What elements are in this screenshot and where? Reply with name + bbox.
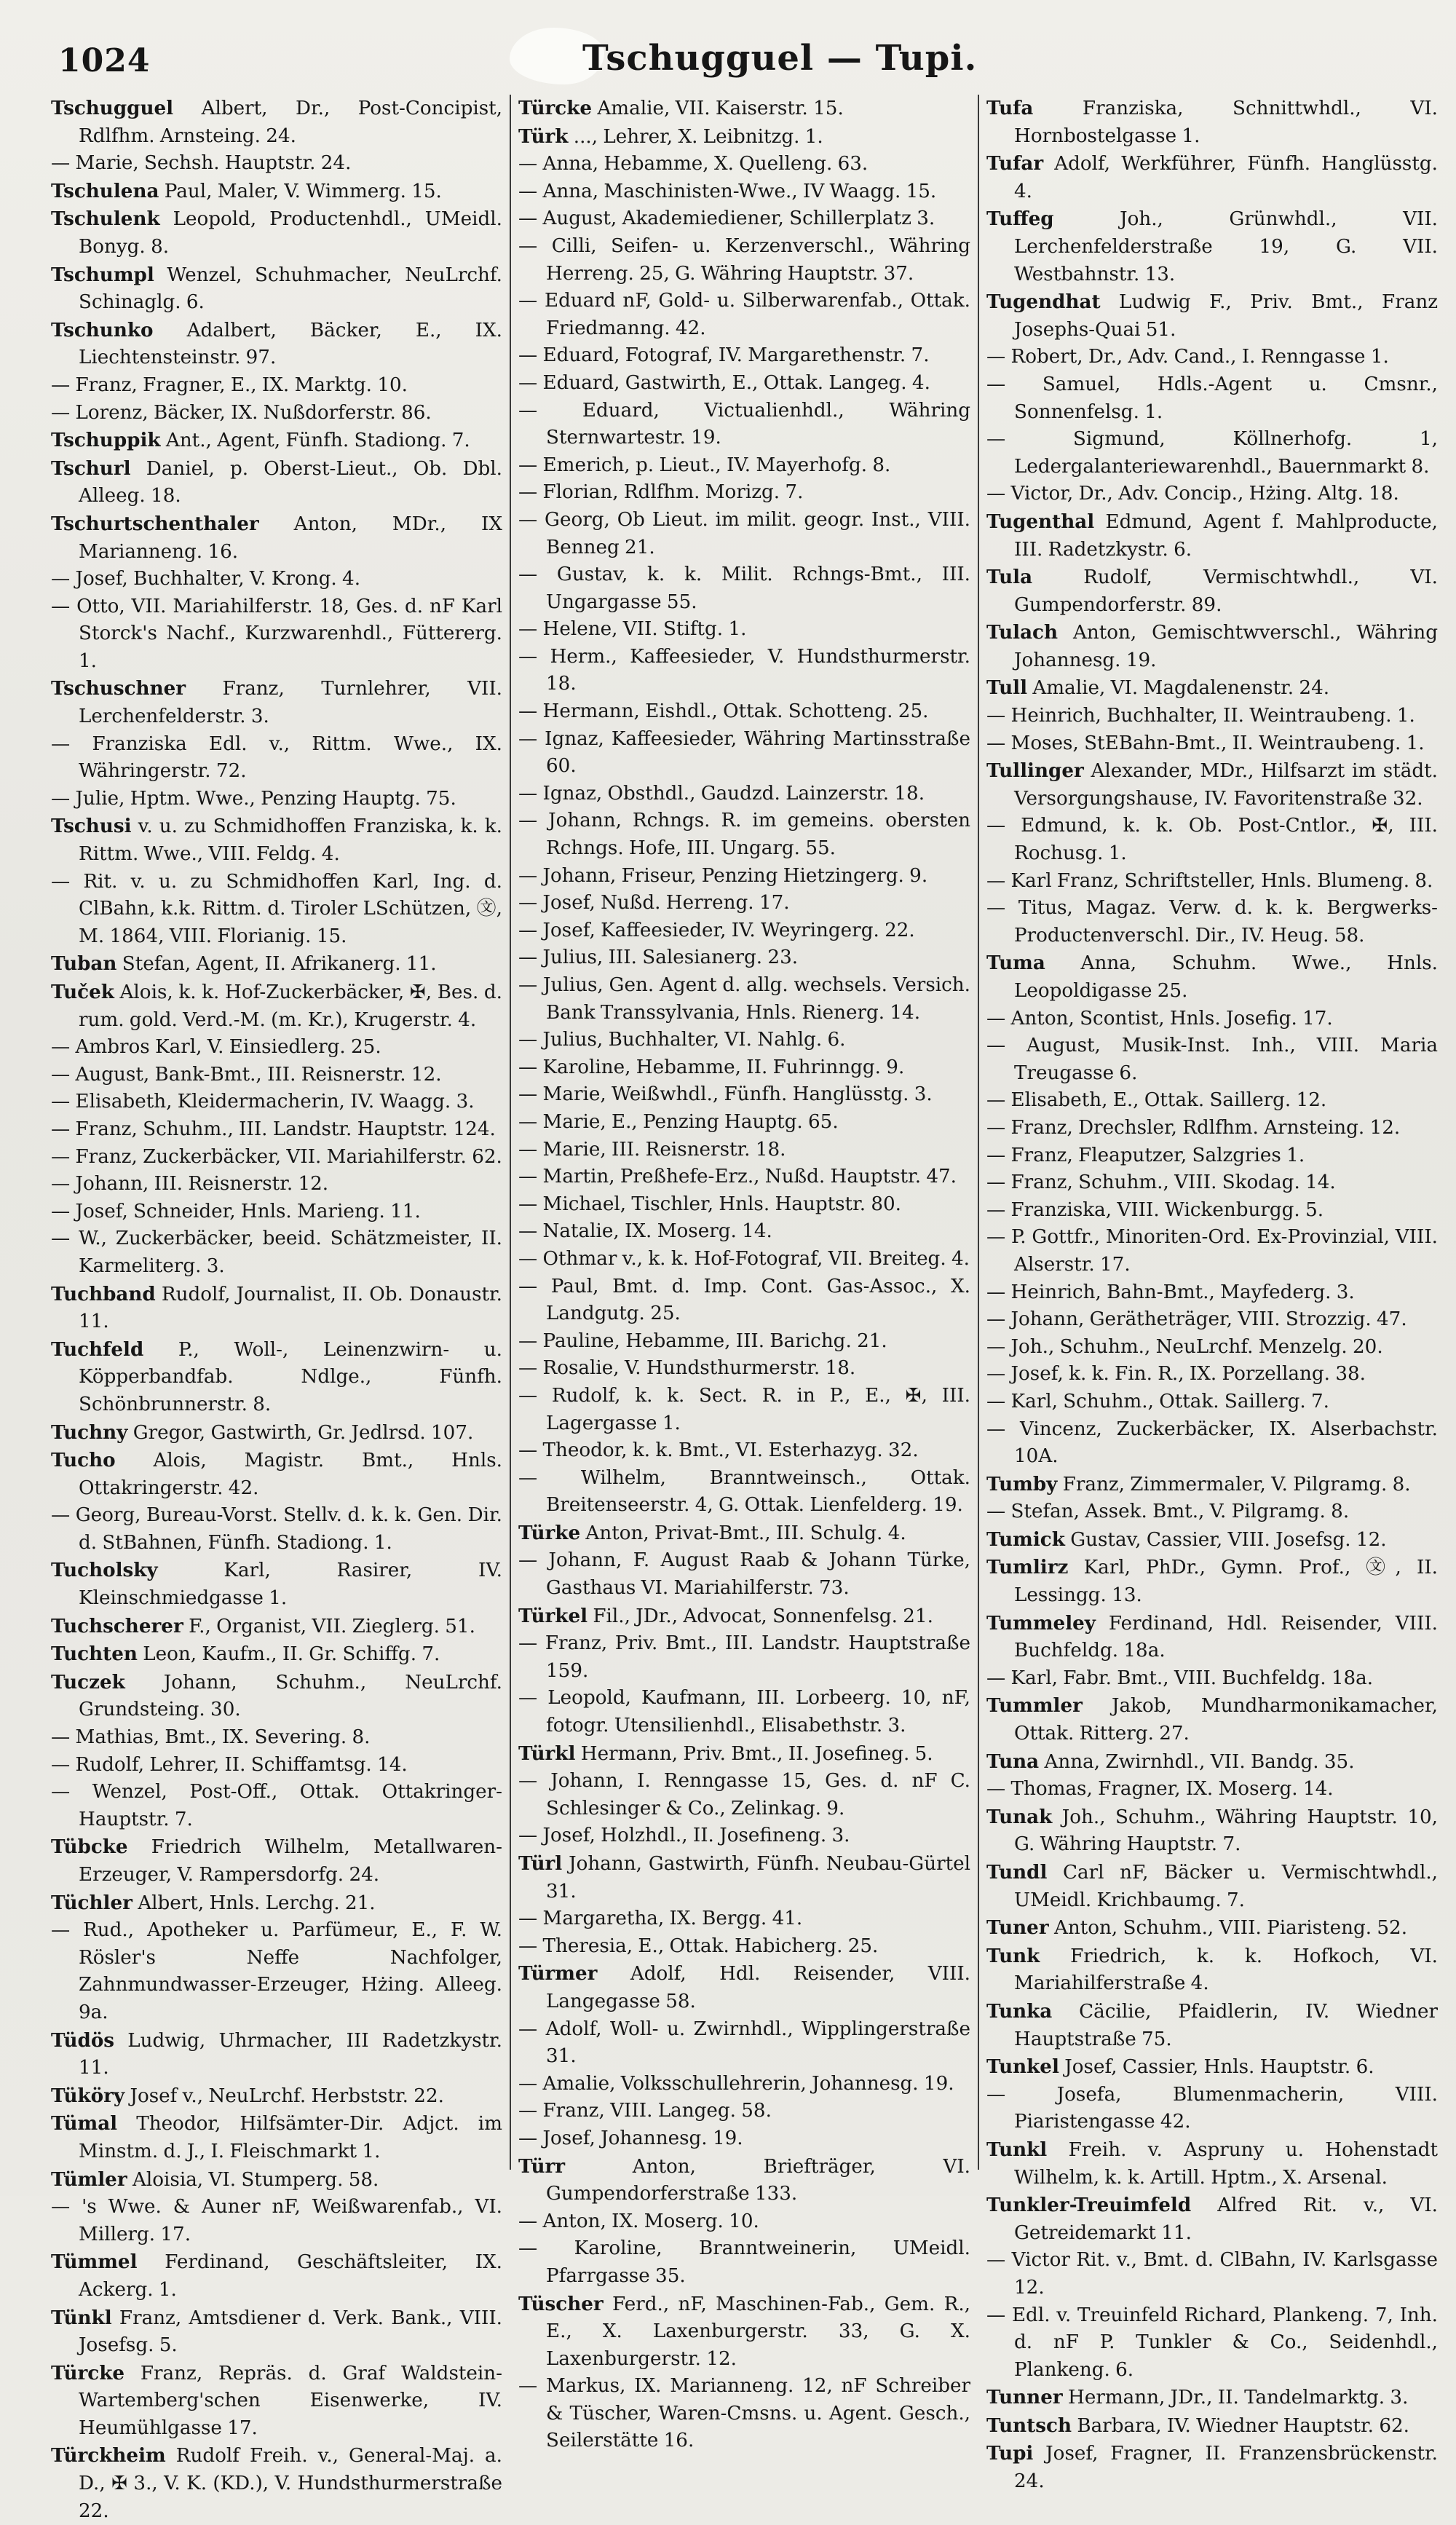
- directory-entry: — Rud., Apotheker u. Parfümeur, E., F. W. Rösler's Neffe Nachfolger, Zahnmundwasser-Erzeuger, Hżing. Alleeg. 9a.: [51, 1919, 502, 2023]
- directory-entry: — Eduard, Gastwirth, E., Ottak. Langeg. 4.: [518, 371, 930, 394]
- directory-entry: — Margaretha, IX. Bergg. 41.: [518, 1908, 803, 1930]
- directory-entry: — Michael, Tischler, Hnls. Hauptstr. 80.: [518, 1193, 902, 1215]
- entry-surname: Tumick: [986, 1528, 1065, 1551]
- directory-entry: — Samuel, Hdls.-Agent u. Cmsnr., Sonnenfelsg. 1.: [986, 373, 1438, 423]
- entry-surname: Tümmel: [51, 2251, 138, 2274]
- directory-entry: Türkel Fil., JDr., Advocat, Sonnenfelsg. 21.: [518, 1604, 933, 1627]
- directory-entry: — Johann, Rchngs. R. im gemeins. obersten Rchngs. Hofe, III. Ungarg. 55.: [518, 810, 970, 860]
- entry-surname: Tundl: [986, 1861, 1048, 1884]
- directory-entry: Tucholsky Karl, Rasirer, IV. Kleinschmiedgasse 1.: [51, 1559, 502, 1610]
- directory-entry: Tummeley Ferdinand, Hdl. Reisender, VIII. Buchfeldg. 18a.: [986, 1611, 1438, 1662]
- entry-surname: Tunner: [986, 2386, 1063, 2409]
- directory-entry: — Josef, Holzhdl., II. Josefineng. 3.: [518, 1825, 850, 1847]
- column-3: [978, 95, 1445, 2493]
- directory-entry: — Mathias, Bmt., IX. Severing. 8.: [51, 1726, 371, 1749]
- directory-entry: — Georg, Bureau-Vorst. Stellv. d. k. k. Gen. Dir. d. StBahnen, Fünfh. Stadiong. 1.: [51, 1504, 502, 1554]
- directory-entry: Tuner Anton, Schuhm., VIII. Piaristeng. 52.: [986, 1916, 1408, 1940]
- directory-entry: Tuchten Leon, Kaufm., II. Gr. Schiffg. 7.: [51, 1643, 440, 1666]
- entry-surname: Tuma: [986, 952, 1045, 975]
- directory-entry: — Stefan, Assek. Bmt., V. Pilgramg. 8.: [986, 1501, 1350, 1523]
- entry-surname: Türckheim: [51, 2444, 166, 2467]
- directory-entry: Tüköry Josef v., NeuLrchf. Herbststr. 22.: [51, 2084, 444, 2107]
- entry-surname: Türcke: [51, 2361, 125, 2384]
- directory-entry: — Eduard, Victualienhdl., Währing Sternwartestr. 19.: [518, 399, 970, 449]
- directory-entry: Tufa Franziska, Schnittwhdl., VI. Hornbostelgasse 1.: [986, 97, 1438, 147]
- directory-entry: — Rosalie, V. Hundsthurmerstr. 18.: [518, 1357, 856, 1380]
- directory-entry: — Vincenz, Zuckerbäcker, IX. Alserbachstr. 10A.: [986, 1418, 1438, 1468]
- directory-entry: — Karl, Fabr. Bmt., VIII. Buchfeldg. 18a.: [986, 1667, 1374, 1689]
- entry-surname: Tschunko: [51, 318, 154, 341]
- directory-entry: — Robert, Dr., Adv. Cand., I. Renngasse 1.: [986, 346, 1389, 368]
- entry-surname: Tüköry: [51, 2084, 125, 2107]
- directory-entry: Tschumpl Wenzel, Schuhmacher, NeuLrchf. Schinaglg. 6.: [51, 263, 502, 314]
- directory-entry: — Marie, III. Reisnerstr. 18.: [518, 1138, 786, 1161]
- directory-entry: — Lorenz, Bäcker, IX. Nußdorferstr. 86.: [51, 401, 432, 424]
- directory-entry: Türcke Franz, Repräs. d. Graf Waldstein-Wartemberg'schen Eisenwerke, IV. Heumühlgasse 17.: [51, 2361, 502, 2439]
- directory-entry: — Wenzel, Post-Off., Ottak. Ottakringer-Hauptstr. 7.: [51, 1781, 502, 1830]
- directory-entry: — Johann, I. Renngasse 15, Ges. d. nF C. Schlesinger & Co., Zelinkag. 9.: [518, 1770, 970, 1819]
- directory-entry: — Thomas, Fragner, IX. Moserg. 14.: [986, 1778, 1334, 1801]
- entry-surname: Türke: [518, 1521, 581, 1544]
- entry-surname: Tuček: [51, 981, 114, 1003]
- directory-entry: Tunkler-Treuimfeld Alfred Rit. v., VI. Getreidemarkt 11.: [986, 2194, 1438, 2244]
- directory-entry: — Anton, IX. Moserg. 10.: [518, 2210, 759, 2232]
- directory-entry: — Franz, VIII. Langeg. 58.: [518, 2100, 772, 2122]
- directory-entry: — Ignaz, Obsthdl., Gaudzd. Lainzerstr. 18.: [518, 782, 925, 805]
- directory-entry: — Josef, Buchhalter, V. Krong. 4.: [51, 568, 361, 590]
- directory-entry: — Josef, Schneider, Hnls. Marieng. 11.: [51, 1200, 421, 1222]
- entry-surname: Tunk: [986, 1944, 1040, 1967]
- directory-entry: — Amalie, Volksschullehrerin, Johannesg. 19.: [518, 2072, 954, 2095]
- directory-entry: — Markus, IX. Marianneng. 12, nF Schreiber & Tüscher, Waren-Cmsns. u. Agent. Gesch., Seilerstätte 16.: [518, 2375, 970, 2452]
- entry-surname: Tuczek: [51, 1670, 125, 1694]
- directory-entry: — Franz, Priv. Bmt., III. Landstr. Hauptstraße 159.: [518, 1632, 970, 1682]
- directory-entry: — Julius, III. Salesianerg. 23.: [518, 947, 799, 969]
- entry-surname: Tugenthal: [986, 510, 1095, 533]
- entry-surname: Tull: [986, 676, 1028, 700]
- directory-entry: Tuma Anna, Schuhm. Wwe., Hnls. Leopoldigasse 25.: [986, 952, 1438, 1002]
- directory-entry: — Georg, Ob Lieut. im milit. geogr. Inst., VIII. Benneg 21.: [518, 508, 970, 558]
- directory-entry: — Ignaz, Kaffeesieder, Währing Martinsstraße 60.: [518, 727, 970, 778]
- entry-surname: Tuchband: [51, 1282, 156, 1305]
- directory-entry: Tullinger Alexander, MDr., Hilfsarzt im städt. Versorgungshause, IV. Favoritenstraße 32.: [986, 759, 1438, 810]
- directory-entry: Tschuschner Franz, Turnlehrer, VII. Lerchenfelderstr. 3.: [51, 677, 502, 728]
- entry-surname: Tschurtschenthaler: [51, 512, 259, 535]
- entry-surname: Tuffeg: [986, 208, 1054, 231]
- directory-entry: — Wilhelm, Branntweinsch., Ottak. Breitenseerstr. 4, G. Ottak. Lienfelderg. 19.: [518, 1466, 970, 1517]
- directory-entry: Tübcke Friedrich Wilhelm, Metallwaren-Erzeuger, V. Rampersdorfg. 24.: [51, 1836, 502, 1886]
- directory-entry: — Marie, Weißwhdl., Fünfh. Hanglüsstg. 3.: [518, 1083, 933, 1106]
- directory-entry: — Titus, Magaz. Verw. d. k. k. Bergwerks-Productenverschl. Dir., IV. Heug. 58.: [986, 897, 1438, 947]
- entry-surname: Tugendhat: [986, 291, 1101, 314]
- entry-surname: Türkl: [518, 1742, 576, 1765]
- directory-entry: Tschugguel Albert, Dr., Post-Concipist, Rdlfhm. Arnsteing. 24.: [51, 97, 502, 147]
- directory-entry: Tunka Cäcilie, Pfaidlerin, IV. Wiedner Hauptstraße 75.: [986, 1999, 1438, 2050]
- directory-entry: — Eduard nF, Gold- u. Silberwarenfab., Ottak. Friedmanng. 42.: [518, 290, 970, 339]
- entry-surname: Türk: [518, 125, 569, 148]
- entry-surname: Türkel: [518, 1604, 588, 1627]
- directory-entry: — Franz, Fragner, E., IX. Marktg. 10.: [51, 374, 408, 396]
- directory-entry: Türcke Amalie, VII. Kaiserstr. 15.: [518, 97, 844, 119]
- directory-entry: — Franz, Drechsler, Rdlfhm. Arnsteing. 12.: [986, 1116, 1401, 1139]
- directory-entry: Tunk Friedrich, k. k. Hofkoch, VI. Mariahilferstraße 4.: [986, 1944, 1438, 1995]
- directory-entry: Tünkl Franz, Amtsdiener d. Verk. Bank., VIII. Josefsg. 5.: [51, 2306, 502, 2357]
- directory-entry: — August, Bank-Bmt., III. Reisnerstr. 12.: [51, 1063, 442, 1086]
- directory-entry: Tuffeg Joh., Grünwhdl., VII. Lerchenfelderstraße 19, G. VII. Westbahnstr. 13.: [986, 208, 1438, 285]
- directory-entry: Tunkel Josef, Cassier, Hnls. Hauptstr. 6.: [986, 2055, 1374, 2079]
- directory-entry: — Emerich, p. Lieut., IV. Mayerhofg. 8.: [518, 454, 891, 476]
- entry-surname: Tschuppik: [51, 429, 161, 452]
- directory-entry: Tugenthal Edmund, Agent f. Mahlproducte, III. Radetzkystr. 6.: [986, 510, 1438, 561]
- directory-entry: — Julie, Hptm. Wwe., Penzing Hauptg. 75.: [51, 787, 456, 810]
- directory-entry: Tulach Anton, Gemischtwverschl., Währing Johannesg. 19.: [986, 621, 1438, 671]
- entry-surname: Tschulenk: [51, 208, 160, 231]
- directory-entry: Türkl Hermann, Priv. Bmt., II. Josefineg. 5.: [518, 1742, 933, 1765]
- entry-surname: Tunkel: [986, 2055, 1059, 2079]
- directory-entry: Tuntsch Barbara, IV. Wiedner Hauptstr. 62.: [986, 2414, 1409, 2437]
- directory-entry: Tüchler Albert, Hnls. Lerchg. 21.: [51, 1891, 376, 1914]
- column-1: [44, 95, 510, 2522]
- entry-surname: Tümler: [51, 2168, 127, 2191]
- entry-surname: Tucholsky: [51, 1559, 158, 1582]
- directory-entry: — Cilli, Seifen- u. Kerzenverschl., Währing Herreng. 25, G. Währing Hauptstr. 37.: [518, 234, 970, 285]
- directory-entry: Tschurl Daniel, p. Oberst-Lieut., Ob. Dbl. Alleeg. 18.: [51, 457, 502, 507]
- entry-surname: Tunkler-Treuimfeld: [986, 2194, 1192, 2217]
- directory-entry: — Franziska, VIII. Wickenburgg. 5.: [986, 1198, 1324, 1221]
- directory-entry: — Victor, Dr., Adv. Concip., Hżing. Altg. 18.: [986, 483, 1399, 505]
- directory-entry: — Rudolf, k. k. Sect. R. in P., E., ✠, III. Lagergasse 1.: [518, 1384, 970, 1434]
- directory-entry: Tuchfeld P., Woll-, Leinenzwirn- u. Köpperbandfab. Ndlge., Fünfh. Schönbrunnerstr. 8.: [51, 1337, 502, 1415]
- entry-surname: Tschumpl: [51, 263, 154, 286]
- directory-entry: — Franz, Schuhm., VIII. Skodag. 14.: [986, 1171, 1336, 1194]
- directory-entry: Tschurtschenthaler Anton, MDr., IX Marianneng. 16.: [51, 512, 502, 563]
- directory-entry: — Josef, Johannesg. 19.: [518, 2127, 743, 2149]
- directory-entry: — Heinrich, Buchhalter, II. Weintraubeng. 1.: [986, 705, 1415, 727]
- entry-surname: Tüscher: [518, 2292, 604, 2315]
- directory-entry: — Edl. v. Treuinfeld Richard, Plankeng. 7, Inh. d. nF P. Tunkler & Co., Seidenhdl., Plankeng. 6.: [986, 2304, 1438, 2381]
- directory-entry: Tuchscherer F., Organist, VII. Zieglerg. 51.: [51, 1614, 475, 1637]
- entry-surname: Tuchscherer: [51, 1614, 183, 1637]
- directory-entry: Tunner Hermann, JDr., II. Tandelmarktg. 3.: [986, 2386, 1409, 2409]
- directory-entry: Tüscher Ferd., nF, Maschinen-Fab., Gem. R., E., X. Laxenburgerstr. 33, G. X. Laxenburgerstr. 12.: [518, 2292, 970, 2370]
- directory-entry: Tschulena Paul, Maler, V. Wimmerg. 15.: [51, 179, 442, 202]
- directory-entry: Tupi Josef, Fragner, II. Franzensbrückenstr. 24.: [986, 2442, 1438, 2493]
- directory-entry: — Ambros Karl, V. Einsiedlerg. 25.: [51, 1036, 381, 1059]
- directory-entry: — Franz, Zuckerbäcker, VII. Mariahilferstr. 62.: [51, 1145, 502, 1168]
- entry-surname: Tschugguel: [51, 97, 174, 119]
- directory-entry: — Gustav, k. k. Milit. Rchngs-Bmt., III. Ungargasse 55.: [518, 564, 970, 613]
- directory-entry: — Franziska Edl. v., Rittm. Wwe., IX. Währingerstr. 72.: [51, 732, 502, 783]
- directory-entry: — Otto, VII. Mariahilferstr. 18, Ges. d. nF Karl Storck's Nachf., Kurzwarenhdl., Füttererg. 1.: [51, 595, 502, 672]
- entry-surname: Tufa: [986, 97, 1034, 119]
- entry-surname: Tüdös: [51, 2028, 115, 2052]
- directory-entry: — Hermann, Eishdl., Ottak. Schotteng. 25.: [518, 700, 929, 723]
- entry-surname: Tuban: [51, 952, 117, 976]
- directory-entry: Türke Anton, Privat-Bmt., III. Schulg. 4.: [518, 1521, 906, 1544]
- directory-entry: — Anton, Scontist, Hnls. Josefig. 17.: [986, 1007, 1333, 1030]
- directory-entry: — Josefa, Blumenmacherin, VIII. Piaristengasse 42.: [986, 2083, 1438, 2133]
- directory-entry: — Herm., Kaffeesieder, V. Hundsthurmerstr. 18.: [518, 645, 970, 695]
- directory-entry: Tümler Aloisia, VI. Stumperg. 58.: [51, 2168, 379, 2191]
- directory-entry: — Elisabeth, Kleidermacherin, IV. Waagg. 3.: [51, 1091, 475, 1113]
- entry-surname: Tufar: [986, 152, 1044, 175]
- directory-entry: — 's Wwe. & Auner nF, Weißwarenfab., VI. Millerg. 17.: [51, 2196, 502, 2245]
- directory-entry: — Victor Rit. v., Bmt. d. ClBahn, IV. Karlsgasse 12.: [986, 2249, 1438, 2299]
- entry-surname: Tünkl: [51, 2306, 112, 2329]
- entry-surname: Türr: [518, 2154, 566, 2178]
- directory-entry: — Marie, E., Penzing Hauptg. 65.: [518, 1110, 839, 1133]
- directory-entry: — Johann, F. August Raab & Johann Türke, Gasthaus VI. Mariahilferstr. 73.: [518, 1549, 970, 1600]
- directory-entry: Tunak Joh., Schuhm., Währing Hauptstr. 10, G. Währing Hauptstr. 7.: [986, 1805, 1438, 1856]
- directory-entry: Tümal Theodor, Hilfsämter-Dir. Adjct. im Minstm. d. J., I. Fleischmarkt 1.: [51, 2112, 502, 2162]
- entry-surname: Tummler: [986, 1694, 1083, 1718]
- entry-surname: Tuntsch: [986, 2414, 1072, 2437]
- directory-entry: — Rit. v. u. zu Schmidhoffen Karl, Ing. d. ClBahn, k.k. Rittm. d. Tiroler LSchützen, ㉆, M. 1864, VIII. Florianig. 15.: [51, 870, 502, 947]
- directory-entry: — Marie, Sechsh. Hauptstr. 24.: [51, 152, 352, 175]
- entry-surname: Tumlirz: [986, 1556, 1069, 1579]
- directory-entry: Tschuppik Ant., Agent, Fünfh. Stadiong. 7.: [51, 429, 470, 452]
- directory-entry: — Karoline, Hebamme, II. Fuhrinngg. 9.: [518, 1056, 905, 1078]
- directory-entry: Tufar Adolf, Werkführer, Fünfh. Hanglüsstg. 4.: [986, 152, 1438, 202]
- directory-entry: Tummler Jakob, Mundharmonikamacher, Ottak. Ritterg. 27.: [986, 1694, 1438, 1745]
- directory-entry: — Edmund, k. k. Ob. Post-Cntlor., ✠, III. Rochusg. 1.: [986, 815, 1438, 865]
- entry-surname: Tupi: [986, 2442, 1034, 2465]
- directory-entry: — Julius, Gen. Agent d. allg. wechsels. Versich. Bank Transsylvania, Hnls. Rienerg. 14.: [518, 974, 970, 1024]
- entry-surname: Tübcke: [51, 1836, 128, 1859]
- directory-entry: — Karoline, Branntweinerin, UMeidl. Pfarrgasse 35.: [518, 2237, 970, 2287]
- directory-entry: Tumby Franz, Zimmermaler, V. Pilgramg. 8.: [986, 1472, 1411, 1495]
- directory-entry: — Johann, III. Reisnerstr. 12.: [51, 1173, 329, 1196]
- directory-entry: — Othmar v., k. k. Hof-Fotograf, VII. Breiteg. 4.: [518, 1247, 970, 1270]
- directory-entry: — Heinrich, Bahn-Bmt., Mayfederg. 3.: [986, 1281, 1355, 1303]
- directory-entry: — Karl, Schuhm., Ottak. Saillerg. 7.: [986, 1390, 1329, 1412]
- directory-entry: Türmer Adolf, Hdl. Reisender, VIII. Langegasse 58.: [518, 1962, 970, 2012]
- entry-surname: Tunak: [986, 1805, 1053, 1828]
- entry-surname: Tunka: [986, 1999, 1053, 2023]
- directory-entry: — August, Akademiediener, Schillerplatz 3.: [518, 208, 935, 230]
- directory-entry: Tuban Stefan, Agent, II. Afrikanerg. 11.: [51, 952, 437, 976]
- directory-entry: Tuchband Rudolf, Journalist, II. Ob. Donaustr. 11.: [51, 1282, 502, 1333]
- directory-entry: — Elisabeth, E., Ottak. Saillerg. 12.: [986, 1089, 1327, 1112]
- directory-entry: — Julius, Buchhalter, VI. Nahlg. 6.: [518, 1029, 846, 1051]
- directory-entry: — Franz, Schuhm., III. Landstr. Hauptstr. 124.: [51, 1118, 496, 1140]
- entry-surname: Tümal: [51, 2112, 118, 2135]
- directory-entry: — Josef, k. k. Fin. R., IX. Porzellang. 38.: [986, 1363, 1366, 1386]
- entry-surname: Tunkl: [986, 2138, 1048, 2161]
- entry-surname: Tschuschner: [51, 677, 186, 700]
- entry-surname: Tschusi: [51, 815, 132, 838]
- entry-surname: Türcke: [518, 97, 593, 119]
- directory-entry: Tuchny Gregor, Gastwirth, Gr. Jedlrsd. 107.: [51, 1420, 474, 1444]
- entry-surname: Tuna: [986, 1750, 1040, 1773]
- entry-surname: Tumby: [986, 1472, 1058, 1495]
- directory-entry: Türl Johann, Gastwirth, Fünfh. Neubau-Gürtel 31.: [518, 1852, 970, 1902]
- entry-surname: Tuchten: [51, 1643, 138, 1666]
- page-number: 1024: [58, 42, 151, 79]
- directory-entry: Tuček Alois, k. k. Hof-Zuckerbäcker, ✠, Bes. d. rum. gold. Verd.-M. (m. Kr.), Krugerstr. 4.: [51, 981, 502, 1031]
- directory-entry: Tull Amalie, VI. Magdalenenstr. 24.: [986, 676, 1330, 700]
- directory-entry: — Leopold, Kaufmann, III. Lorbeerg. 10, nF, fotogr. Utensilienhdl., Elisabethstr. 3.: [518, 1687, 970, 1737]
- directory-entry: — Johann, Gerätheträger, VIII. Strozzig. 47.: [986, 1308, 1407, 1331]
- directory-entry: Türckheim Rudolf Freih. v., General-Maj. a. D., ✠ 3., V. K. (KD.), V. Hundsthurmerstraße 22.: [51, 2444, 502, 2522]
- directory-entry: — Moses, StEBahn-Bmt., II. Weintraubeng. 1.: [986, 732, 1425, 754]
- directory-entry: — Theresia, E., Ottak. Habicherg. 25.: [518, 1935, 879, 1957]
- directory-entry: Tuna Anna, Zwirnhdl., VII. Bandg. 35.: [986, 1750, 1355, 1773]
- entry-surname: Tuner: [986, 1916, 1049, 1940]
- directory-entry: — Helene, VII. Stiftg. 1.: [518, 618, 747, 641]
- column-2: [510, 95, 978, 2452]
- directory-entry: — Martin, Preßhefe-Erz., Nußd. Hauptstr. 47.: [518, 1166, 957, 1188]
- entry-surname: Tula: [986, 566, 1033, 589]
- entry-surname: Tuchny: [51, 1420, 128, 1444]
- entry-surname: Tschurl: [51, 457, 131, 480]
- directory-entry: Tumick Gustav, Cassier, VIII. Josefsg. 12.: [986, 1528, 1387, 1551]
- directory-entry: — Paul, Bmt. d. Imp. Cont. Gas-Assoc., X. Landgutg. 25.: [518, 1275, 970, 1325]
- directory-entry: Tundl Carl nF, Bäcker u. Vermischtwhdl., UMeidl. Krichbaumg. 7.: [986, 1861, 1438, 1911]
- directory-entry: — August, Musik-Inst. Inh., VIII. Maria Treugasse 6.: [986, 1035, 1438, 1084]
- directory-entry: — Rudolf, Lehrer, II. Schiffamtsg. 14.: [51, 1753, 408, 1776]
- entry-surname: Tuchfeld: [51, 1337, 144, 1361]
- directory-entry: Türr Anton, Briefträger, VI. Gumpendorferstraße 133.: [518, 2154, 970, 2205]
- directory-entry: — Josef, Nußd. Herreng. 17.: [518, 892, 790, 914]
- directory-entry: — Pauline, Hebamme, III. Barichg. 21.: [518, 1329, 887, 1352]
- entry-surname: Tüchler: [51, 1891, 132, 1914]
- directory-entry: — Eduard, Fotograf, IV. Margarethenstr. 7.: [518, 344, 930, 367]
- directory-entry: Tschusi v. u. zu Schmidhoffen Franziska, k. k. Rittm. Wwe., VIII. Feldg. 4.: [51, 815, 502, 866]
- directory-entry: — Theodor, k. k. Bmt., VI. Esterhazyg. 32.: [518, 1439, 919, 1462]
- directory-entry: Tunkl Freih. v. Aspruny u. Hohenstadt Wilhelm, k. k. Artill. Hptm., X. Arsenal.: [986, 2138, 1438, 2189]
- directory-entry: Tschulenk Leopold, Productenhdl., UMeidl. Bonyg. 8.: [51, 208, 502, 258]
- entry-surname: Türl: [518, 1852, 563, 1875]
- page-header: [0, 0, 1456, 95]
- directory-entry: — Josef, Kaffeesieder, IV. Weyringerg. 22.: [518, 919, 915, 941]
- entry-surname: Tschulena: [51, 179, 159, 202]
- directory-entry: Tula Rudolf, Vermischtwhdl., VI. Gumpendorferstr. 89.: [986, 566, 1438, 616]
- directory-entry: Tüdös Ludwig, Uhrmacher, III Radetzkystr. 11.: [51, 2028, 502, 2079]
- directory-entry: — Florian, Rdlfhm. Morizg. 7.: [518, 481, 804, 504]
- entry-surname: Tummeley: [986, 1611, 1096, 1635]
- directory-entry: — Karl Franz, Schriftsteller, Hnls. Blumeng. 8.: [986, 869, 1433, 892]
- directory-entry: — Johann, Friseur, Penzing Hietzingerg. 9.: [518, 864, 928, 887]
- directory-entry: Tümmel Ferdinand, Geschäftsleiter, IX. Ackerg. 1.: [51, 2251, 502, 2301]
- directory-entry: — P. Gottfr., Minoriten-Ord. Ex-Provinzial, VIII. Alserstr. 17.: [986, 1226, 1438, 1276]
- entry-surname: Tulach: [986, 621, 1059, 644]
- directory-entry: — Adolf, Woll- u. Zwirnhdl., Wipplingerstraße 31.: [518, 2018, 970, 2068]
- directory-entry: — Franz, Fleaputzer, Salzgries 1.: [986, 1144, 1305, 1166]
- directory-entry: Tuczek Johann, Schuhm., NeuLrchf. Grundsteing. 30.: [51, 1670, 502, 1721]
- directory-entry: — Anna, Hebamme, X. Quelleng. 63.: [518, 153, 869, 175]
- directory-entry: Türk ..., Lehrer, X. Leibnitzg. 1.: [518, 125, 823, 148]
- running-title: Tschugguel — Tupi.: [582, 38, 978, 79]
- entry-columns: [44, 95, 1445, 2522]
- directory-entry: Tugendhat Ludwig F., Priv. Bmt., Franz Josephs-Quai 51.: [986, 291, 1438, 341]
- directory-entry: — Joh., Schuhm., NeuLrchf. Menzelg. 20.: [986, 1335, 1383, 1358]
- directory-entry: — Anna, Maschinisten-Wwe., IV Waagg. 15.: [518, 180, 937, 202]
- directory-entry: Tucho Alois, Magistr. Bmt., Hnls. Ottakringerstr. 42.: [51, 1449, 502, 1499]
- directory-entry: Tschunko Adalbert, Bäcker, E., IX. Liechtensteinstr. 97.: [51, 318, 502, 369]
- entry-surname: Tucho: [51, 1449, 116, 1472]
- entry-surname: Tullinger: [986, 759, 1084, 783]
- directory-entry: Tumlirz Karl, PhDr., Gymn. Prof., ㉆, II. Lessingg. 13.: [986, 1556, 1438, 1607]
- directory-entry: — Sigmund, Köllnerhofg. 1, Ledergalanteriewarenhdl., Bauernmarkt 8.: [986, 428, 1438, 478]
- directory-entry: — Natalie, IX. Moserg. 14.: [518, 1220, 772, 1243]
- entry-surname: Türmer: [518, 1962, 598, 1985]
- directory-entry: — W., Zuckerbäcker, beeid. Schätzmeister, II. Karmeliterg. 3.: [51, 1228, 502, 1277]
